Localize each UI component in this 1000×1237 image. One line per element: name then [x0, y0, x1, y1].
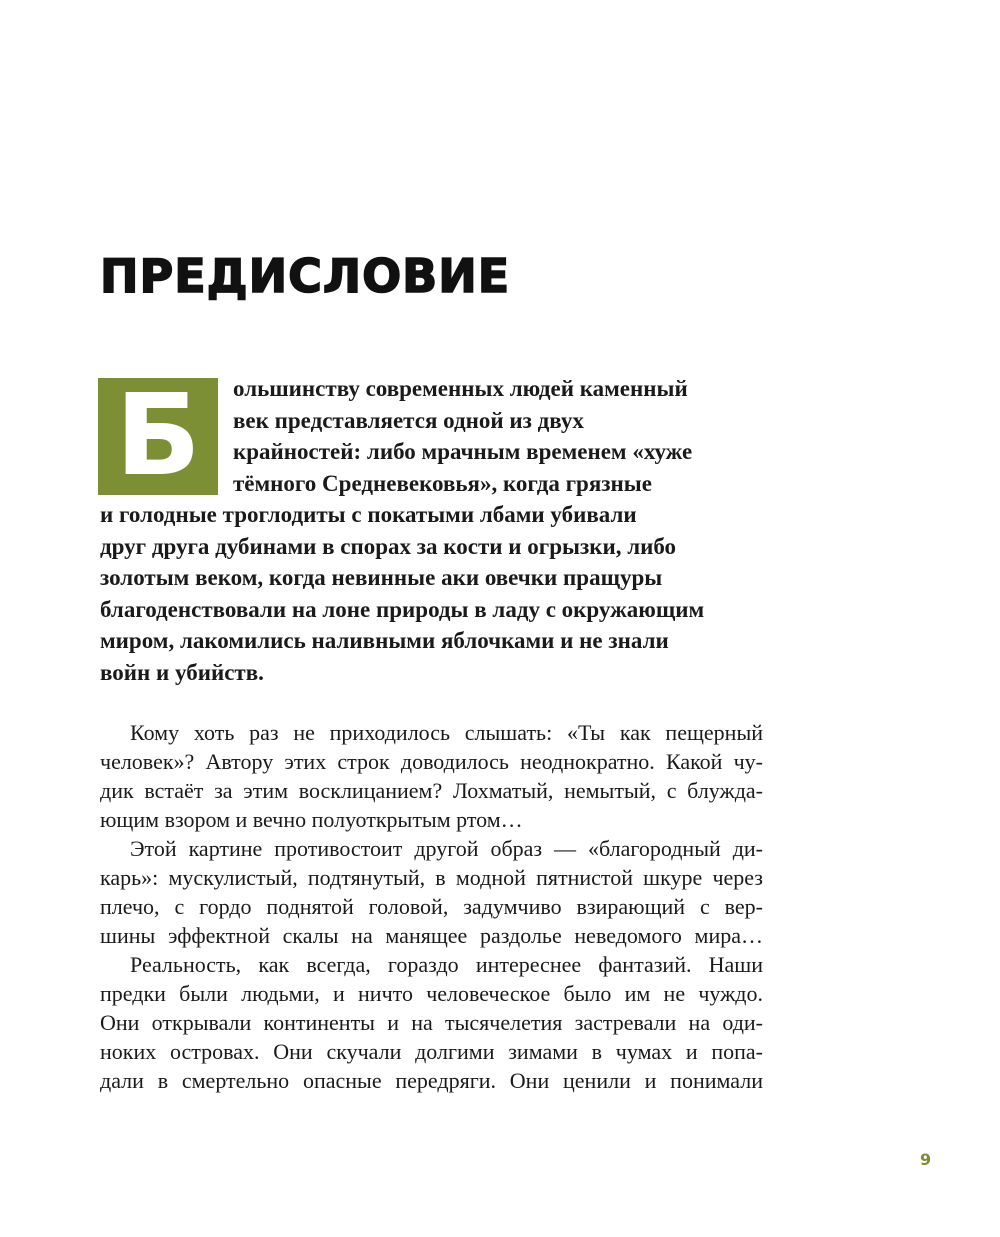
- lead-line: миром, лакомились наливными яблочками и не знали: [100, 628, 669, 653]
- body-line: ющим взором и вечно полуоткрытым ртом…: [100, 807, 523, 832]
- body-line: предки были людьми, и ничто человеческое было им не чуждо.: [100, 981, 763, 1006]
- body-line: плечо, с гордо поднятой головой, задумчиво взирающий с вер-: [100, 894, 763, 919]
- body-line: Реальность, как всегда, гораздо интереснее фантазий. Наши: [130, 952, 763, 977]
- body-line: Этой картине противостоит другой образ — «благородный ди-: [130, 836, 763, 861]
- drop-cap: Б: [98, 378, 218, 495]
- lead-line: и голодные троглодиты с покатыми лбами убивали: [100, 502, 637, 527]
- lead-line: ольшинству современных людей каменный: [233, 376, 688, 401]
- body-line: дик встаёт за этим восклицанием? Лохматый, немытый, с блужда-: [100, 778, 763, 803]
- lead-line: крайностей: либо мрачным временем «хуже: [233, 439, 693, 464]
- lead-line: друг друга дубинами в спорах за кости и огрызки, либо: [100, 534, 677, 559]
- lead-line: тёмного Средневековья», когда грязные: [233, 471, 652, 496]
- body-line: Кому хоть раз не приходилось слышать: «Ты как пещерный: [130, 720, 763, 745]
- lead-line: благоденствовали на лоне природы в ладу с окружающим: [100, 597, 705, 622]
- body-line: карь»: мускулистый, подтянутый, в модной пятнистой шкуре через: [100, 865, 763, 890]
- chapter-title: ПРЕДИСЛОВИЕ: [100, 249, 511, 303]
- page-number: 9: [920, 1150, 932, 1169]
- body-line: Они открывали континенты и на тысячелетия застревали на оди-: [100, 1010, 763, 1035]
- body-line: ноких островах. Они скучали долгими зимами в чумах и попа-: [100, 1039, 763, 1064]
- lead-line: золотым веком, когда невинные аки овечки пращуры: [100, 565, 663, 590]
- body-line: шины эффектной скалы на манящее раздолье неведомого мира…: [100, 923, 763, 948]
- lead-line: войн и убийств.: [100, 660, 264, 685]
- lead-line: век представляется одной из двух: [233, 408, 584, 433]
- body-line: человек»? Автору этих строк доводилось неоднократно. Какой чу-: [100, 749, 763, 774]
- body-line: дали в смертельно опасные передряги. Они ценили и понимали: [100, 1068, 763, 1093]
